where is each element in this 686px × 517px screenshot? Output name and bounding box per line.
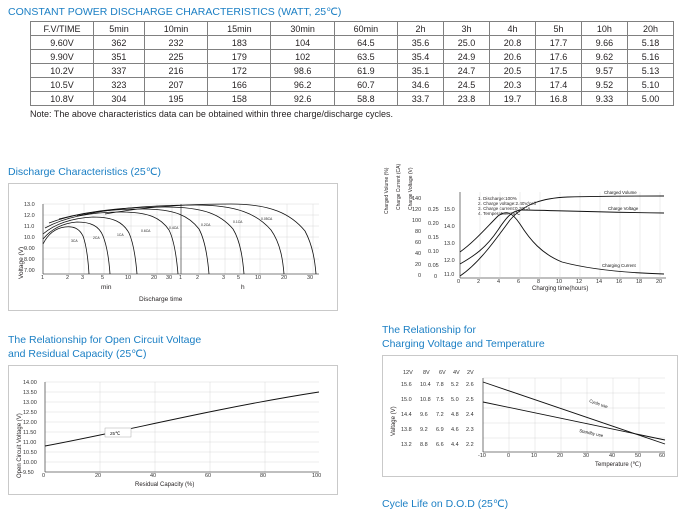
- table-header-cell: 5min: [94, 22, 145, 36]
- table-header-cell: 5h: [535, 22, 581, 36]
- y-tick: 10.8: [420, 397, 431, 403]
- svg-text:0.6CA: 0.6CA: [141, 229, 151, 233]
- cvt-col-header: 12V: [403, 370, 413, 376]
- charge-characteristics-panel: [382, 163, 678, 294]
- table-header-cell: 4h: [490, 22, 536, 36]
- table-cell: 179: [208, 50, 271, 64]
- table-cell: 16.8: [535, 92, 581, 106]
- y-tick-volume: 60: [415, 240, 422, 246]
- charge-note: 3. Charge current:0.20CA: [478, 206, 531, 211]
- table-header-cell: 30min: [271, 22, 334, 36]
- x-tick: 20: [281, 275, 288, 281]
- x-tick: 40: [609, 453, 616, 459]
- x-tick: 20: [557, 453, 564, 459]
- y-tick: 7.5: [436, 397, 444, 403]
- table-cell: 158: [208, 92, 271, 106]
- table-cell: 10.8V: [31, 92, 94, 106]
- y-tick: 12.00: [23, 420, 37, 426]
- constant-power-table-block: [8, 6, 678, 119]
- y-tick: 15.6: [401, 382, 412, 388]
- table-cell: 10.5V: [31, 78, 94, 92]
- table-cell: 102: [271, 50, 334, 64]
- y-tick-volume: 0: [418, 273, 422, 279]
- x-tick: 30: [307, 275, 314, 281]
- y-tick: 14.4: [401, 412, 412, 418]
- y-tick: 15.0: [401, 397, 412, 403]
- y-tick-current: 0.05: [428, 263, 439, 269]
- table-cell: 5.13: [627, 64, 673, 78]
- x-tick: 4: [497, 279, 501, 285]
- y-tick: 9.6: [420, 412, 428, 418]
- svg-text:0.2CA: 0.2CA: [201, 223, 211, 227]
- x-tick: 0: [457, 279, 461, 285]
- y-tick-current: 0: [434, 274, 438, 280]
- table-row: [31, 50, 674, 64]
- table-cell: 166: [208, 78, 271, 92]
- y-tick: 13.00: [23, 400, 37, 406]
- ocv-y-axis-label: Open Circuit Voltage (V): [17, 413, 23, 478]
- table-note: Note: The above characteristics data can be obtained within three charge/discharge cycles.: [30, 109, 394, 119]
- y-tick-volume: 100: [412, 218, 422, 224]
- charge-note: 2. Charge voltage:2.40V/cell: [478, 201, 536, 206]
- ocv-x-axis-label: Residual Capacity (%): [135, 482, 195, 488]
- table-cell: 20.8: [490, 36, 536, 50]
- svg-text:Charged Volume: Charged Volume: [604, 190, 637, 195]
- table-cell: 96.2: [271, 78, 334, 92]
- table-cell: 172: [208, 64, 271, 78]
- ocv-panel: [8, 334, 338, 495]
- y-tick: 13.8: [401, 427, 412, 433]
- ocv-title-line1: The Relationship for Open Circuit Voltage: [8, 334, 202, 346]
- x-tick: 30: [583, 453, 590, 459]
- table-cell: 63.5: [334, 50, 397, 64]
- charge-curves: [382, 168, 678, 294]
- x-tick: 20: [656, 279, 663, 285]
- x-tick: 50: [635, 453, 642, 459]
- y-tick: 7.2: [436, 412, 444, 418]
- y-tick: 11.0: [24, 224, 35, 230]
- table-cell: 323: [94, 78, 145, 92]
- y-tick: 8.8: [420, 442, 428, 448]
- y-tick: 5.0: [451, 397, 459, 403]
- table-header-cell: 10h: [581, 22, 627, 36]
- table-cell: 34.6: [398, 78, 444, 92]
- y-tick: 9.2: [420, 427, 428, 433]
- x-tick: 14: [596, 279, 603, 285]
- x-tick: 6: [517, 279, 521, 285]
- x-tick: 8: [537, 279, 541, 285]
- y-tick: 7.8: [436, 382, 444, 388]
- x-tick: 5: [237, 275, 241, 281]
- y-tick: 10.00: [23, 460, 37, 466]
- y-tick: 14.00: [23, 380, 37, 386]
- table-cell: 24.9: [444, 50, 490, 64]
- x-tick: 5: [101, 275, 105, 281]
- x-tick: 10: [531, 453, 538, 459]
- table-cell: 5.16: [627, 50, 673, 64]
- x-tick: 2: [477, 279, 481, 285]
- table-cell: 64.5: [334, 36, 397, 50]
- discharge-curves: [9, 184, 339, 312]
- ocv-curve: [9, 366, 339, 496]
- table-cell: 216: [144, 64, 207, 78]
- table-cell: 35.1: [398, 64, 444, 78]
- y-tick: 4.8: [451, 412, 459, 418]
- table-cell: 25.0: [444, 36, 490, 50]
- y-tick: 10.0: [24, 235, 35, 241]
- y-tick-volume: 40: [415, 251, 422, 257]
- y-tick: 2.4: [466, 412, 474, 418]
- table-cell: 9.60V: [31, 36, 94, 50]
- y-tick-voltage: 12.0: [444, 258, 455, 264]
- table-header-cell: 2h: [398, 22, 444, 36]
- y-tick: 13.0: [24, 202, 35, 208]
- svg-text:Standby use: Standby use: [578, 428, 604, 439]
- y-tick-volume: 80: [415, 229, 422, 235]
- y-tick-voltage: 13.0: [444, 241, 455, 247]
- table-cell: 9.57: [581, 64, 627, 78]
- y-tick-current: 0.20: [428, 221, 439, 227]
- cvt-y-axis-label: Valtage (V): [391, 406, 397, 436]
- charge-note: 1. Discharge:100%: [478, 196, 517, 201]
- x-tick: 80: [260, 473, 267, 479]
- x-tick: 20: [95, 473, 102, 479]
- table-cell: 225: [144, 50, 207, 64]
- table-cell: 9.90V: [31, 50, 94, 64]
- x-tick: 20: [151, 275, 158, 281]
- table-cell: 61.9: [334, 64, 397, 78]
- table-cell: 20.6: [490, 50, 536, 64]
- y-tick-current: 0.25: [428, 207, 439, 213]
- x-axis-unit-h: h: [241, 284, 245, 291]
- svg-text:Charge Voltage: Charge Voltage: [608, 206, 639, 211]
- discharge-x-axis-label: Discharge time: [139, 296, 183, 303]
- y-tick: 12.50: [23, 410, 37, 416]
- table-header-cell: 10min: [144, 22, 207, 36]
- svg-text:0.05CA: 0.05CA: [261, 217, 273, 221]
- table-cell: 17.4: [535, 78, 581, 92]
- cvt-title-line1: The Relationship for: [382, 324, 476, 336]
- svg-text:25℃: 25℃: [110, 431, 121, 436]
- table-header-cell: 60min: [334, 22, 397, 36]
- table-cell: 10.2V: [31, 64, 94, 78]
- x-tick: 1: [179, 275, 183, 281]
- table-cell: 19.7: [490, 92, 536, 106]
- y-tick: 11.00: [23, 440, 37, 446]
- table-cell: 362: [94, 36, 145, 50]
- cvt-x-axis-label: Temperature (℃): [595, 462, 642, 468]
- x-tick: 40: [150, 473, 157, 479]
- cvt-panel: [382, 324, 678, 477]
- x-tick: 10: [125, 275, 132, 281]
- table-cell: 9.66: [581, 36, 627, 50]
- cvt-col-header: 8V: [423, 370, 430, 376]
- x-tick: 60: [659, 453, 666, 459]
- table-cell: 207: [144, 78, 207, 92]
- table-row: [31, 92, 674, 106]
- table-cell: 35.4: [398, 50, 444, 64]
- y-tick: 2.5: [466, 397, 474, 403]
- discharge-chart-frame: [8, 183, 338, 311]
- table-cell: 23.8: [444, 92, 490, 106]
- table-cell: 33.7: [398, 92, 444, 106]
- cycle-life-title: Cycle Life on D.O.D (25℃): [382, 498, 509, 510]
- y-tick: 9.00: [24, 246, 35, 252]
- table-cell: 17.6: [535, 50, 581, 64]
- x-axis-unit-min: min: [101, 284, 112, 291]
- cvt-col-header: 6V: [439, 370, 446, 376]
- cvt-col-header: 4V: [453, 370, 460, 376]
- y-tick: 2.6: [466, 382, 474, 388]
- table-row: [31, 78, 674, 92]
- svg-text:3CA: 3CA: [71, 239, 78, 243]
- x-tick: 0: [42, 473, 46, 479]
- y-tick: 13.50: [23, 390, 37, 396]
- y-tick-current: 0.10: [428, 249, 439, 255]
- y-tick: 4.4: [451, 442, 459, 448]
- x-tick: 0: [507, 453, 511, 459]
- x-tick: 100: [312, 473, 322, 479]
- y-tick: 5.2: [451, 382, 459, 388]
- x-tick: 2: [66, 275, 70, 281]
- table-cell: 20.3: [490, 78, 536, 92]
- svg-text:Charging Current: Charging Current: [602, 263, 636, 268]
- table-cell: 24.7: [444, 64, 490, 78]
- x-tick: 3: [81, 275, 85, 281]
- svg-text:0.4CA: 0.4CA: [169, 226, 179, 230]
- y-tick-volume: 140: [412, 196, 422, 202]
- x-tick: 10: [556, 279, 563, 285]
- table-cell: 17.7: [535, 36, 581, 50]
- y-tick: 7.00: [24, 268, 35, 274]
- charge-axis-label-current: Charge Current (CA): [396, 163, 402, 210]
- ocv-title-line2: and Residual Capacity (25℃): [8, 348, 147, 360]
- x-tick: 2: [196, 275, 200, 281]
- y-tick: 6.9: [436, 427, 444, 433]
- y-tick-volume: 20: [415, 262, 422, 268]
- y-tick-volume: 120: [412, 207, 422, 213]
- y-tick: 11.50: [23, 430, 37, 436]
- x-tick: 3: [222, 275, 226, 281]
- table-cell: 351: [94, 50, 145, 64]
- discharge-chart-title: Discharge Characteristics (25℃): [8, 166, 162, 178]
- constant-power-table: [30, 21, 674, 106]
- x-tick: 1: [41, 275, 45, 281]
- table-cell: 24.5: [444, 78, 490, 92]
- svg-text:1CA: 1CA: [117, 233, 124, 237]
- charge-axis-label-volume: Charged Volume (%): [384, 167, 390, 214]
- ocv-chart-frame: [8, 365, 338, 495]
- svg-text:0.1CA: 0.1CA: [233, 220, 243, 224]
- table-cell: 195: [144, 92, 207, 106]
- cvt-title-line2: Charging Voltage and Temperature: [382, 338, 545, 350]
- table-header-cell: 15min: [208, 22, 271, 36]
- svg-text:Cycle use: Cycle use: [588, 398, 609, 410]
- table-header-cell: 20h: [627, 22, 673, 36]
- table-cell: 9.62: [581, 50, 627, 64]
- table-header-cell: 3h: [444, 22, 490, 36]
- x-tick: 10: [255, 275, 262, 281]
- x-tick: 16: [616, 279, 623, 285]
- discharge-y-axis-label: Voltage (V): [18, 246, 25, 279]
- table-cell: 92.6: [271, 92, 334, 106]
- y-tick-voltage: 15.0: [444, 207, 455, 213]
- x-tick: -10: [478, 453, 486, 459]
- table-cell: 17.5: [535, 64, 581, 78]
- table-cell: 5.10: [627, 78, 673, 92]
- charge-axis-label-voltage: Charge Voltage (V): [408, 167, 414, 210]
- table-cell: 5.18: [627, 36, 673, 50]
- charge-x-axis-label: Charging time(hours): [532, 286, 589, 292]
- table-cell: 104: [271, 36, 334, 50]
- y-tick: 6.6: [436, 442, 444, 448]
- cvt-chart-frame: [382, 355, 678, 477]
- table-header-row: [31, 22, 674, 36]
- table-cell: 232: [144, 36, 207, 50]
- table-cell: 337: [94, 64, 145, 78]
- x-tick: 18: [636, 279, 643, 285]
- table-cell: 60.7: [334, 78, 397, 92]
- y-tick: 4.6: [451, 427, 459, 433]
- y-tick: 8.00: [24, 257, 35, 263]
- y-tick: 10.50: [23, 450, 37, 456]
- table-row: [31, 36, 674, 50]
- discharge-characteristics-panel: [8, 166, 338, 311]
- table-cell: 9.52: [581, 78, 627, 92]
- y-tick: 2.3: [466, 427, 474, 433]
- cvt-curves: [383, 356, 679, 478]
- table-cell: 9.33: [581, 92, 627, 106]
- x-tick: 12: [576, 279, 583, 285]
- cvt-col-header: 2V: [467, 370, 474, 376]
- x-tick: 30: [166, 275, 173, 281]
- y-tick: 13.2: [401, 442, 412, 448]
- y-tick-voltage: 11.0: [444, 272, 455, 278]
- table-row: [31, 64, 674, 78]
- table-cell: 98.6: [271, 64, 334, 78]
- y-tick: 9.50: [23, 470, 34, 476]
- y-tick: 12.0: [24, 213, 35, 219]
- table-cell: 183: [208, 36, 271, 50]
- table-cell: 35.6: [398, 36, 444, 50]
- svg-text:2CA: 2CA: [93, 236, 100, 240]
- table-cell: 20.5: [490, 64, 536, 78]
- page-title: CONSTANT POWER DISCHARGE CHARACTERISTICS (WATT, 25℃): [8, 6, 342, 18]
- table-cell: 58.8: [334, 92, 397, 106]
- table-header-cell: F.V/TIME: [31, 22, 94, 36]
- y-tick: 10.4: [420, 382, 431, 388]
- y-tick: 2.2: [466, 442, 474, 448]
- table-cell: 5.00: [627, 92, 673, 106]
- charge-note: 4. Temperature:25℃: [478, 211, 521, 216]
- y-tick-current: 0.15: [428, 235, 439, 241]
- x-tick: 60: [205, 473, 212, 479]
- y-tick-voltage: 14.0: [444, 224, 455, 230]
- table-cell: 304: [94, 92, 145, 106]
- charge-chart-frame: [382, 163, 678, 294]
